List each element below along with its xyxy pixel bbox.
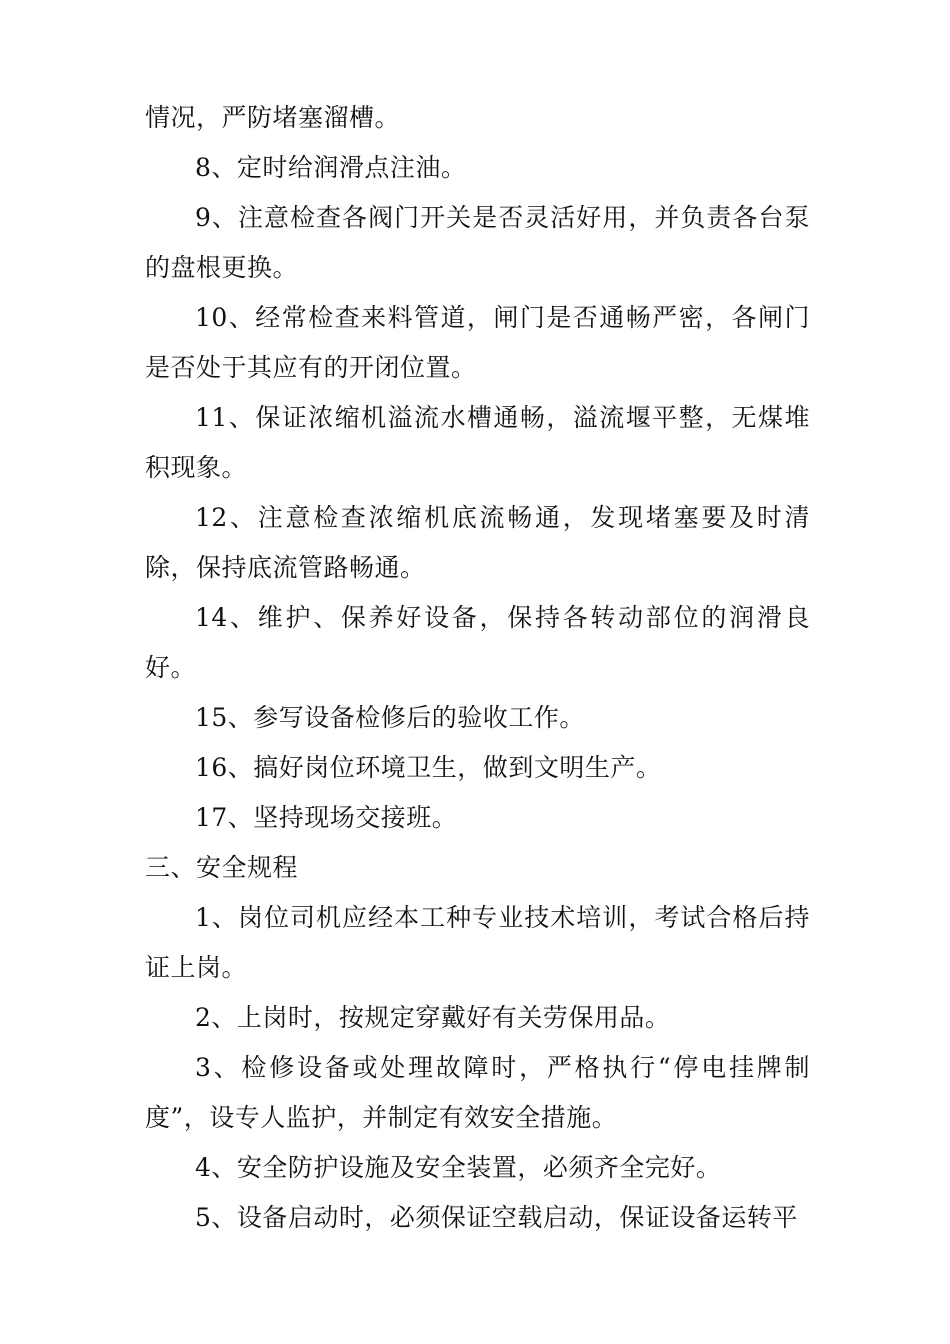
safety-item-2: 2、上岗时，按规定穿戴好有关劳保用品。	[195, 1003, 671, 1032]
document-body	[145, 93, 810, 1243]
paragraph-continuation: 情况，严防堵塞溜槽。	[145, 103, 401, 132]
paragraph-item-17: 17、坚持现场交接班。	[195, 803, 458, 832]
safety-item-1: 1、岗位司机应经本工种专业技术培训，考试合格后持证上岗。	[145, 903, 810, 982]
paragraph-item-10: 10、经常检查来料管道，闸门是否通畅严密，各闸门是否处于其应有的开闭位置。	[145, 303, 810, 382]
paragraph-item-14: 14、维护、保养好设备，保持各转动部位的润滑良好。	[145, 603, 810, 682]
safety-item-3: 3、检修设备或处理故障时，严格执行“停电挂牌制度”，设专人监护，并制定有效安全措施。	[145, 1053, 810, 1132]
paragraph-item-11: 11、保证浓缩机溢流水槽通畅，溢流堰平整，无煤堆积现象。	[145, 403, 810, 482]
safety-item-5: 5、设备启动时，必须保证空载启动，保证设备运转平	[195, 1203, 798, 1232]
paragraph-item-12: 12、注意检查浓缩机底流畅通，发现堵塞要及时清除，保持底流管路畅通。	[145, 503, 810, 582]
paragraph-item-15: 15、参写设备检修后的验收工作。	[195, 703, 585, 732]
paragraph-item-8: 8、定时给润滑点注油。	[195, 153, 467, 182]
paragraph-item-16: 16、搞好岗位环境卫生，做到文明生产。	[195, 753, 662, 782]
section-heading-safety: 三、安全规程	[145, 853, 299, 882]
paragraph-item-9: 9、注意检查各阀门开关是否灵活好用，并负责各台泵的盘根更换。	[145, 203, 810, 282]
safety-item-4: 4、安全防护设施及安全装置，必须齐全完好。	[195, 1153, 722, 1182]
